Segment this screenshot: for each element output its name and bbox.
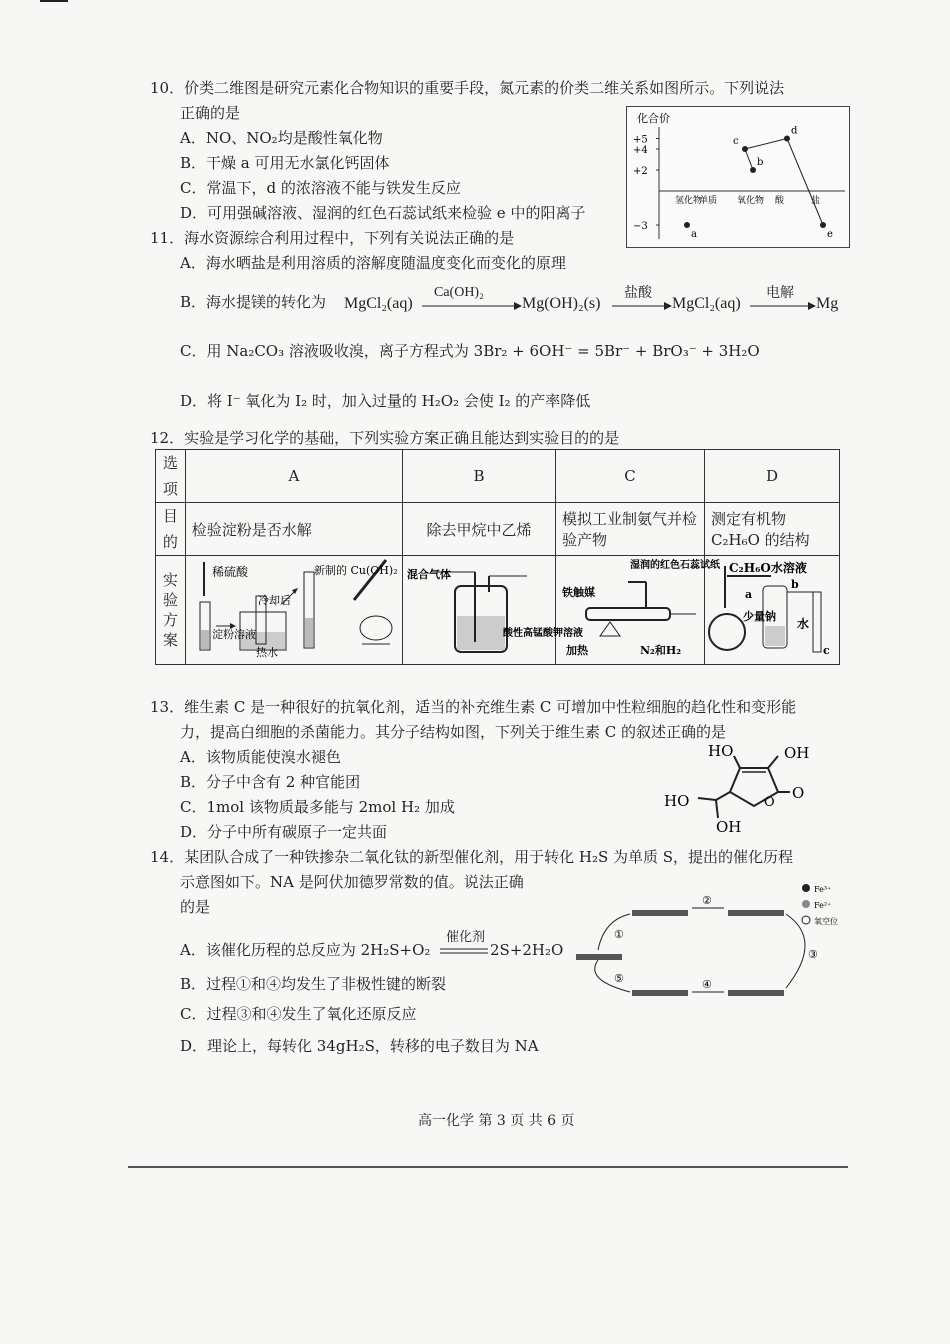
- chart-connector: [745, 139, 787, 150]
- chart-category-label: 氢化物: [675, 196, 703, 206]
- step-2: ②: [702, 894, 712, 907]
- purpose-b: 除去甲烷中乙烯: [402, 503, 555, 556]
- struct-oh-top: OH: [784, 744, 810, 762]
- scheme-c: [555, 556, 720, 665]
- q11-option-c: C．用 Na₂CO₃ 溶液吸收溴，离子方程式为 3Br₂ + 6OH⁻ = 5Br⁻ + BrO₃⁻ + 3H₂O: [180, 342, 760, 360]
- col-b-header: B: [402, 450, 555, 503]
- q14-option-c: C．过程③和④发生了氧化还原反应: [180, 1005, 417, 1023]
- q12-stem: 12．实验是学习化学的基础，下列实验方案正确且能达到实验目的的是: [150, 429, 620, 447]
- struct-ring-o: O: [764, 795, 775, 810]
- q10-stem-line2: 正确的是: [180, 104, 241, 122]
- scheme-a: [185, 556, 402, 665]
- q13-stem-line1: 13．维生素 C 是一种很好的抗氧化剂，适当的补充维生素 C 可增加中性粒细胞的趋化性和变形能: [150, 698, 797, 716]
- valence-class-chart: [626, 106, 850, 248]
- chart-y-tick: +5: [633, 134, 648, 146]
- chart-ylabel: 化合价: [637, 112, 670, 125]
- label-hot-water: 热水: [255, 646, 278, 659]
- label-cu-oh2: 新制的 Cu(OH)₂: [313, 564, 398, 577]
- chart-category-label: 氧化物: [737, 196, 765, 206]
- arrow-2: [612, 301, 672, 311]
- struct-carbonyl-o: O: [792, 784, 805, 802]
- q14-option-a-prefix: A．该催化历程的总反应为 2H₂S+O₂: [180, 941, 431, 959]
- chart-point-d: [784, 136, 790, 142]
- chart-point-b: [750, 167, 756, 173]
- chart-y-tick: +2: [633, 166, 648, 177]
- q11-option-a: A．海水晒盐是利用溶质的溶解度随温度变化而变化的原理: [180, 254, 566, 272]
- q14-stem-line2: 示意图如下。NA 是阿伏加德罗常数的值。说法正确: [180, 873, 524, 891]
- chart-point-c: [742, 146, 748, 152]
- chart-connector: [745, 149, 753, 170]
- q11-b-reagent-1: Ca(OH)₂: [434, 285, 484, 300]
- scheme-d-figure: [705, 556, 839, 660]
- chart-y-tick: +4: [633, 145, 648, 156]
- legend-vacancy: 氧空位: [814, 917, 838, 926]
- struct-ho-top: HO: [708, 742, 734, 760]
- step-1: ①: [614, 928, 624, 941]
- chart-point-label: a: [691, 229, 697, 240]
- q14-a-condition: 催化剂: [446, 930, 486, 945]
- q10-stem-line1: 10．价类二维图是研究元素化合物知识的重要手段，氮元素的价类二维关系如图所示。下列说法: [150, 79, 785, 97]
- label-c2h6o-solution: C₂H₆O水溶液: [729, 561, 807, 575]
- q13-option-a: A．该物质能使溴水褪色: [180, 748, 341, 766]
- purpose-a: 检验淀粉是否水解: [185, 503, 402, 556]
- q11-b-reagent-2: 盐酸: [624, 285, 652, 301]
- q11-b-species-3: MgCl₂(aq): [672, 295, 741, 312]
- q13-option-b: B．分子中含有 2 种官能团: [180, 773, 361, 791]
- equals-arrow: [440, 946, 490, 956]
- chart-point-a: [684, 222, 690, 228]
- q11-b-species-2: Mg(OH)₂(s): [522, 295, 601, 312]
- q14-option-b: B．过程①和④均发生了非极性键的断裂: [180, 975, 447, 993]
- struct-ho-left: HO: [664, 792, 690, 810]
- chart-y-tick: −3: [633, 221, 648, 232]
- scheme-c-figure: [556, 556, 720, 660]
- chart-category-label: 单质: [699, 196, 718, 206]
- q10-option-b: B．干燥 a 可用无水氯化钙固体: [180, 154, 390, 172]
- q13-option-c: C．1mol 该物质最多能与 2mol H₂ 加成: [180, 798, 455, 816]
- q13-stem-line2: 力，提高白细胞的杀菌能力。其分子结构如图，下列关于维生素 C 的叙述正确的是: [180, 723, 727, 741]
- scheme-d: [705, 556, 840, 665]
- q11-option-d: D．将 I⁻ 氧化为 I₂ 时，加入过量的 H₂O₂ 会使 I₂ 的产率降低: [180, 392, 591, 410]
- label-kmno4: 酸性高锰酸钾溶液: [502, 628, 583, 639]
- label-b: b: [791, 578, 799, 591]
- label-iron-catalyst: 铁触媒: [561, 586, 595, 599]
- arrow-1: [422, 301, 522, 311]
- row-header-purpose: 目的: [156, 503, 186, 556]
- scan-mark: [40, 0, 68, 2]
- col-a-header: A: [185, 450, 402, 503]
- purpose-c: 模拟工业制氨气并检验产物: [555, 503, 704, 556]
- label-cooled: 冷却后: [257, 594, 291, 607]
- q14-option-a-suffix: 2S+2H₂O: [490, 941, 564, 959]
- chart-category-label: 酸: [775, 196, 785, 206]
- label-a: a: [745, 588, 753, 601]
- arrow-3: [750, 301, 816, 311]
- col-d-header: D: [705, 450, 840, 503]
- step-5: ⑤: [614, 972, 624, 985]
- q11-b-reagent-3: 电解: [766, 285, 794, 301]
- q10-option-d: D．可用强碱溶液、湿润的红色石蕊试纸来检验 e 中的阳离子: [180, 204, 586, 222]
- label-sodium: 少量钠: [743, 610, 776, 623]
- row-header-scheme: 实验方案: [156, 556, 186, 665]
- chart-point-label: d: [791, 125, 798, 137]
- step-3: ③: [808, 948, 818, 961]
- legend-fe2: Fe²⁺: [814, 901, 832, 910]
- experiment-table: [155, 449, 840, 665]
- q10-option-c: C．常温下，d 的浓溶液不能与铁发生反应: [180, 179, 461, 197]
- legend-fe3: Fe³⁺: [814, 885, 832, 894]
- row-header-option: 选项: [156, 450, 186, 503]
- label-n2-h2: N₂和H₂: [639, 644, 682, 657]
- page-divider: [128, 1166, 848, 1168]
- page-footer: 高一化学 第 3 页 共 6 页: [418, 1113, 575, 1129]
- chart-point-label: b: [757, 157, 764, 168]
- label-water: 水: [797, 617, 810, 631]
- catalysis-cycle-diagram: [574, 880, 850, 1008]
- purpose-d: 测定有机物 C₂H₆O 的结构: [705, 503, 840, 556]
- vitamin-c-structure: [660, 740, 820, 836]
- q11-option-b-prefix: B．海水提镁的转化为: [180, 293, 327, 311]
- step-4: ④: [702, 978, 712, 991]
- q11-b-species-4: Mg: [816, 295, 839, 312]
- label-heating: 加热: [565, 644, 588, 657]
- label-mixed-gas: 混合气体: [406, 568, 451, 581]
- q14-stem-line1: 14．某团队合成了一种铁掺杂二氧化钛的新型催化剂，用于转化 H₂S 为单质 S，提出的催化历程: [150, 848, 794, 866]
- scheme-a-figure: [186, 556, 402, 660]
- label-wet-litmus: 湿润的红色石蕊试纸: [629, 560, 720, 571]
- chart-point-label: e: [827, 229, 833, 240]
- chart-category-label: 盐: [811, 196, 821, 206]
- q10-option-a: A．NO、NO₂均是酸性氧化物: [180, 129, 383, 147]
- chart-point-label: c: [733, 136, 739, 147]
- label-dilute-acid: 稀硫酸: [211, 565, 248, 579]
- col-c-header: C: [555, 450, 704, 503]
- chart-connector: [787, 139, 823, 226]
- q11-b-species-1: MgCl₂(aq): [344, 295, 413, 312]
- q13-option-d: D．分子中所有碳原子一定共面: [180, 823, 388, 841]
- label-starch-solution: 淀粉溶液: [211, 628, 256, 641]
- struct-oh-bottom: OH: [716, 818, 742, 836]
- q11-stem: 11．海水资源综合利用过程中，下列有关说法正确的是: [150, 229, 515, 247]
- q14-stem-line3: 的是: [180, 898, 211, 916]
- chart-point-e: [820, 222, 826, 228]
- q14-option-d: D．理论上，每转化 34gH₂S，转移的电子数目为 NA: [180, 1037, 539, 1055]
- label-c: c: [823, 644, 830, 657]
